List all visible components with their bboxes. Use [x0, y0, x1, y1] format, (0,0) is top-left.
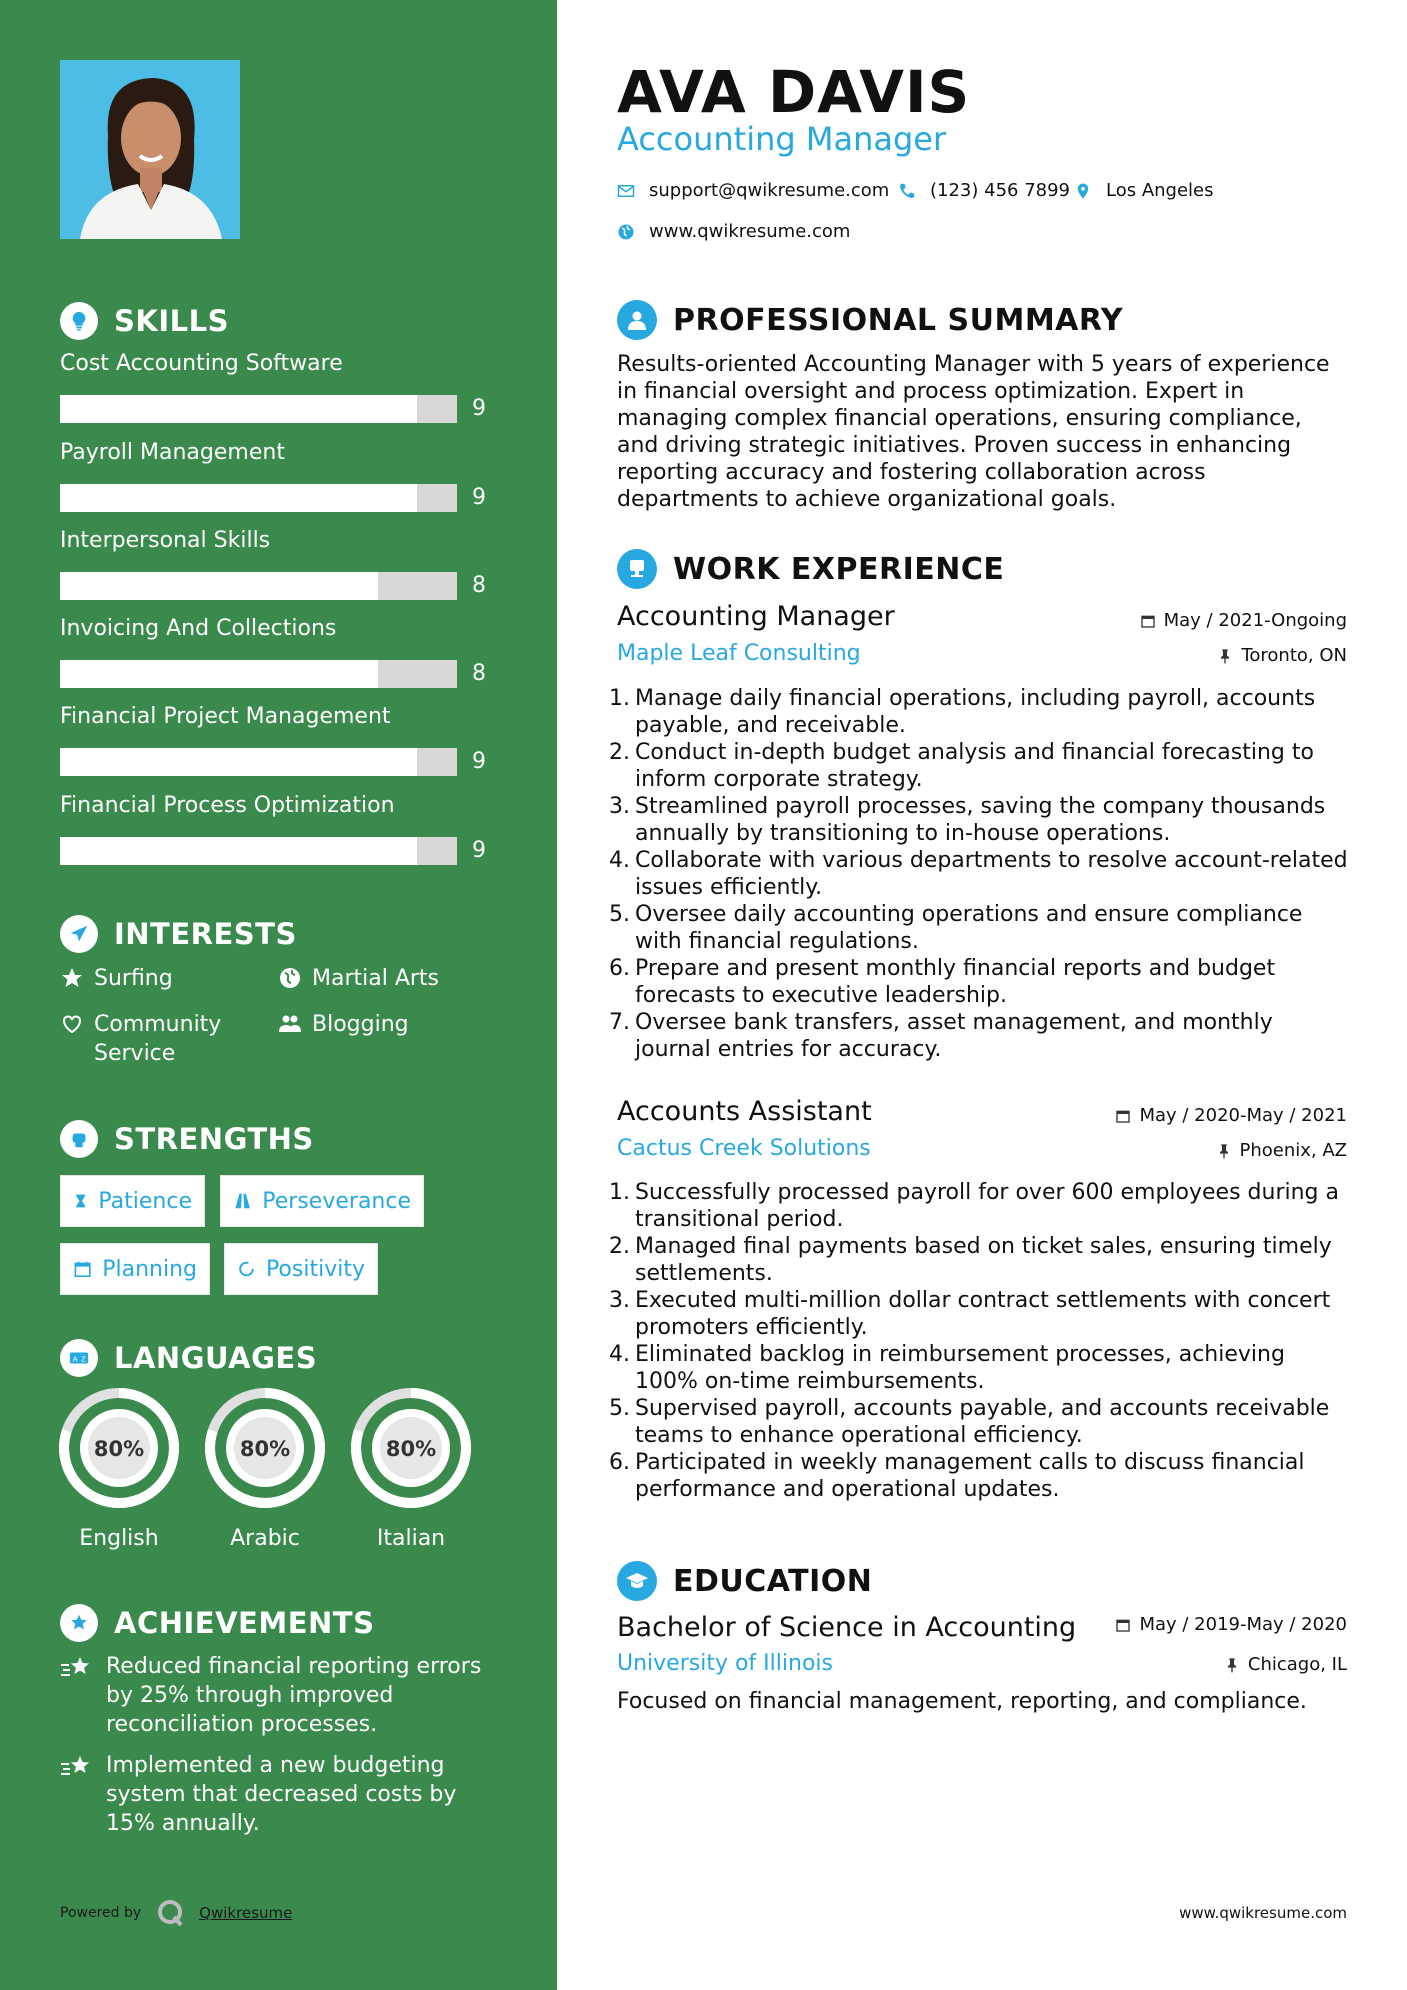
language-item — [57, 1386, 181, 1551]
email-text: support@qwikresume.com — [649, 180, 890, 201]
skill-item — [60, 616, 500, 690]
strength-badge — [220, 1175, 424, 1227]
job-duty: Eliminated backlog in reimbursement processes, achieving 100% on-time reimbursements. — [635, 1342, 1285, 1394]
job-duty: Conduct in-depth budget analysis and financial forecasting to inform corporate strategy. — [635, 740, 1314, 792]
job-duty: Managed final payments based on ticket sales, ensuring timely settlements. — [635, 1234, 1332, 1286]
skill-item — [60, 440, 500, 514]
job-company: Maple Leaf Consulting — [617, 641, 861, 666]
strengths-heading — [60, 1120, 314, 1158]
education-location-text: Chicago, IL — [1247, 1654, 1347, 1675]
skill-item — [60, 704, 500, 778]
job-title: Accounting Manager — [617, 601, 895, 632]
skill-name: Financial Project Management — [60, 704, 391, 729]
interest-label: Blogging — [312, 1012, 409, 1037]
experience-heading — [617, 549, 1004, 589]
language-item — [349, 1386, 473, 1551]
strength-badge — [60, 1175, 205, 1227]
map-marker-icon — [1074, 182, 1092, 200]
shooting-star-icon — [60, 1754, 92, 1782]
language-name: Italian — [376, 1526, 446, 1551]
qwikresume-link[interactable]: Qwikresume — [199, 1904, 293, 1922]
skill-value: 9 — [472, 485, 486, 510]
phone-text: (123) 456 7899 — [930, 180, 1071, 201]
achievement-item — [60, 1751, 510, 1838]
job-dates-text: May / 2020-May / 2021 — [1139, 1105, 1347, 1126]
achievements-heading — [60, 1604, 374, 1642]
language-percent: 80% — [93, 1437, 145, 1461]
job-location — [1217, 645, 1347, 666]
education-heading — [617, 1561, 872, 1601]
skill-bar-fill — [60, 484, 417, 512]
profile-photo — [60, 60, 240, 239]
skill-bar-track — [60, 484, 457, 512]
strength-label: Positivity — [265, 1256, 365, 1282]
user-icon — [617, 300, 657, 340]
job-duty: Oversee daily accounting operations and ensure compliance with financial regulations. — [635, 902, 1303, 954]
achievements-title: ACHIEVEMENTS — [114, 1606, 375, 1640]
skill-bar-fill — [60, 572, 378, 600]
road-icon — [233, 1190, 252, 1212]
languages-heading — [60, 1339, 317, 1377]
fist-icon — [60, 1120, 98, 1158]
skill-bar-track — [60, 572, 457, 600]
hourglass-icon — [73, 1190, 88, 1212]
language-name: English — [79, 1526, 159, 1551]
footer-website[interactable]: www.qwikresume.com — [1179, 1904, 1347, 1922]
job-title: Accounts Assistant — [617, 1096, 872, 1127]
skill-name: Financial Process Optimization — [60, 793, 395, 818]
calendar-icon — [1140, 613, 1156, 629]
education-degree: Bachelor of Science in Accounting — [617, 1612, 1077, 1643]
skill-value: 8 — [472, 573, 486, 598]
skill-value: 9 — [472, 396, 486, 421]
sidebar — [0, 0, 557, 1990]
language-name: Arabic — [230, 1526, 300, 1551]
education-description: Focused on financial management, reporting, and compliance. — [617, 1689, 1307, 1714]
briefcase-chair-icon — [617, 549, 657, 589]
job-duty: Collaborate with various departments to resolve account-related issues efficiently. — [635, 848, 1348, 900]
contact-location — [1074, 180, 1214, 201]
language-percent: 80% — [239, 1437, 291, 1461]
strengths-title: STRENGTHS — [114, 1122, 314, 1156]
skill-bar-track — [60, 748, 457, 776]
job-dates — [1140, 610, 1347, 631]
education-dates-text: May / 2019-May / 2020 — [1139, 1614, 1347, 1635]
education-location — [1224, 1654, 1347, 1675]
skill-item — [60, 793, 500, 867]
lightbulb-icon — [60, 302, 98, 340]
pushpin-icon — [1224, 1657, 1240, 1673]
contact-email[interactable] — [617, 180, 889, 201]
skill-bar-fill — [60, 395, 417, 423]
skill-name: Invoicing And Collections — [60, 616, 337, 641]
skill-name: Cost Accounting Software — [60, 351, 343, 376]
summary-heading — [617, 300, 1123, 340]
contact-phone[interactable] — [898, 180, 1070, 201]
skill-bar-fill — [60, 660, 378, 688]
circle-notch-icon — [237, 1258, 256, 1280]
interest-item — [60, 964, 173, 993]
language-item — [203, 1386, 327, 1551]
job-location-text: Toronto, ON — [1241, 645, 1347, 666]
strength-label: Planning — [102, 1256, 197, 1282]
education-title: EDUCATION — [673, 1563, 873, 1599]
globe-icon — [617, 223, 635, 241]
skill-bar-track — [60, 395, 457, 423]
powered-by — [60, 1898, 292, 1928]
job-duty: Manage daily financial operations, including payroll, accounts payable, and receivable. — [635, 686, 1316, 738]
strength-badge — [60, 1243, 210, 1295]
job-duties-list — [617, 685, 1352, 1063]
skill-item — [60, 351, 500, 425]
education-school: University of Illinois — [617, 1651, 833, 1676]
skill-bar-track — [60, 660, 457, 688]
calendar-icon — [73, 1258, 92, 1280]
job-location-text: Phoenix, AZ — [1239, 1140, 1347, 1161]
skills-heading — [60, 302, 229, 340]
job-dates-text: May / 2021-Ongoing — [1163, 610, 1347, 631]
skill-bar-fill — [60, 748, 417, 776]
skill-bar-track — [60, 837, 457, 865]
paper-plane-icon — [60, 915, 98, 953]
education-dates — [1115, 1614, 1347, 1635]
achievement-item — [60, 1652, 510, 1739]
job-company: Cactus Creek Solutions — [617, 1136, 871, 1161]
skill-value: 9 — [472, 749, 486, 774]
job-duty: Participated in weekly management calls to discuss financial performance and operational updates. — [635, 1450, 1305, 1502]
powered-by-label: Powered by — [60, 1905, 142, 1921]
language-ring — [349, 1386, 473, 1510]
job-duty: Oversee bank transfers, asset management, and monthly journal entries for accuracy. — [635, 1010, 1273, 1062]
pushpin-icon — [1217, 648, 1233, 664]
job-duty: Executed multi-million dollar contract settlements with concert promoters efficiently. — [635, 1288, 1331, 1340]
skill-value: 8 — [472, 661, 486, 686]
candidate-name: AVA DAVIS — [617, 58, 971, 126]
skill-value: 9 — [472, 838, 486, 863]
job-duty: Streamlined payroll processes, saving the company thousands annually by transitioning to in-house operations. — [635, 794, 1326, 846]
skill-bar-fill — [60, 837, 417, 865]
svg-text:A: A — [72, 1354, 78, 1364]
skill-item — [60, 528, 500, 602]
language-icon — [60, 1339, 98, 1377]
languages-title: LANGUAGES — [114, 1341, 318, 1375]
job-duty: Supervised payroll, accounts payable, and accounts receivable teams to enhance operational efficiency. — [635, 1396, 1330, 1448]
summary-title: PROFESSIONAL SUMMARY — [673, 302, 1124, 338]
phone-icon — [898, 182, 916, 200]
qwikresume-logo-icon — [155, 1898, 185, 1928]
graduation-cap-icon — [617, 1561, 657, 1601]
interest-item — [278, 1010, 409, 1039]
pushpin-icon — [1216, 1143, 1232, 1159]
interest-label: Surfing — [94, 966, 173, 991]
shooting-star-icon — [60, 1655, 92, 1683]
calendar-icon — [1115, 1108, 1131, 1124]
job-duties-list — [617, 1179, 1352, 1503]
globe-icon — [278, 966, 302, 990]
job-location — [1216, 1140, 1348, 1161]
heart-outline-icon — [60, 1012, 84, 1036]
strength-badge — [224, 1243, 378, 1295]
skills-title: SKILLS — [114, 304, 229, 338]
interest-label: Community Service — [94, 1012, 222, 1066]
strength-label: Perseverance — [262, 1188, 411, 1214]
job-duty: Successfully processed payroll for over 600 employees during a transitional period. — [635, 1180, 1339, 1232]
calendar-icon — [1115, 1617, 1131, 1633]
summary-text: Results-oriented Accounting Manager with 5 years of experience in financial oversight and process optimization. Expert in managing complex financial operations, ensuring compliance, and driving strategic initiatives. Proven success in enhancing reporting accuracy and fostering collaboration across departments to achieve organizational goals. — [617, 352, 1330, 512]
candidate-title: Accounting Manager — [617, 120, 947, 158]
users-icon — [278, 1012, 302, 1036]
job-duty: Prepare and present monthly financial reports and budget forecasts to executive leadership. — [635, 956, 1276, 1008]
trophy-star-icon — [60, 1604, 98, 1642]
experience-title: WORK EXPERIENCE — [673, 551, 1005, 587]
interests-heading — [60, 915, 297, 953]
interests-title: INTERESTS — [114, 917, 297, 951]
profile-photo-image — [60, 60, 240, 239]
interest-label: Martial Arts — [312, 966, 440, 991]
strength-label: Patience — [98, 1188, 192, 1214]
svg-text:Z: Z — [80, 1354, 86, 1364]
achievement-text: Reduced financial reporting errors by 25% through improved reconciliation processes. — [106, 1654, 482, 1737]
skill-name: Interpersonal Skills — [60, 528, 271, 553]
interest-item — [278, 964, 439, 993]
location-text: Los Angeles — [1106, 180, 1214, 201]
envelope-icon — [617, 182, 635, 200]
language-percent: 80% — [385, 1437, 437, 1461]
skill-name: Payroll Management — [60, 440, 285, 465]
achievement-text: Implemented a new budgeting system that decreased costs by 15% annually. — [106, 1753, 457, 1836]
job-dates — [1115, 1105, 1347, 1126]
language-ring — [57, 1386, 181, 1510]
contact-website[interactable] — [617, 221, 850, 242]
website-text: www.qwikresume.com — [649, 221, 851, 242]
interest-item — [60, 1010, 230, 1068]
star-icon — [60, 966, 84, 990]
language-ring — [203, 1386, 327, 1510]
